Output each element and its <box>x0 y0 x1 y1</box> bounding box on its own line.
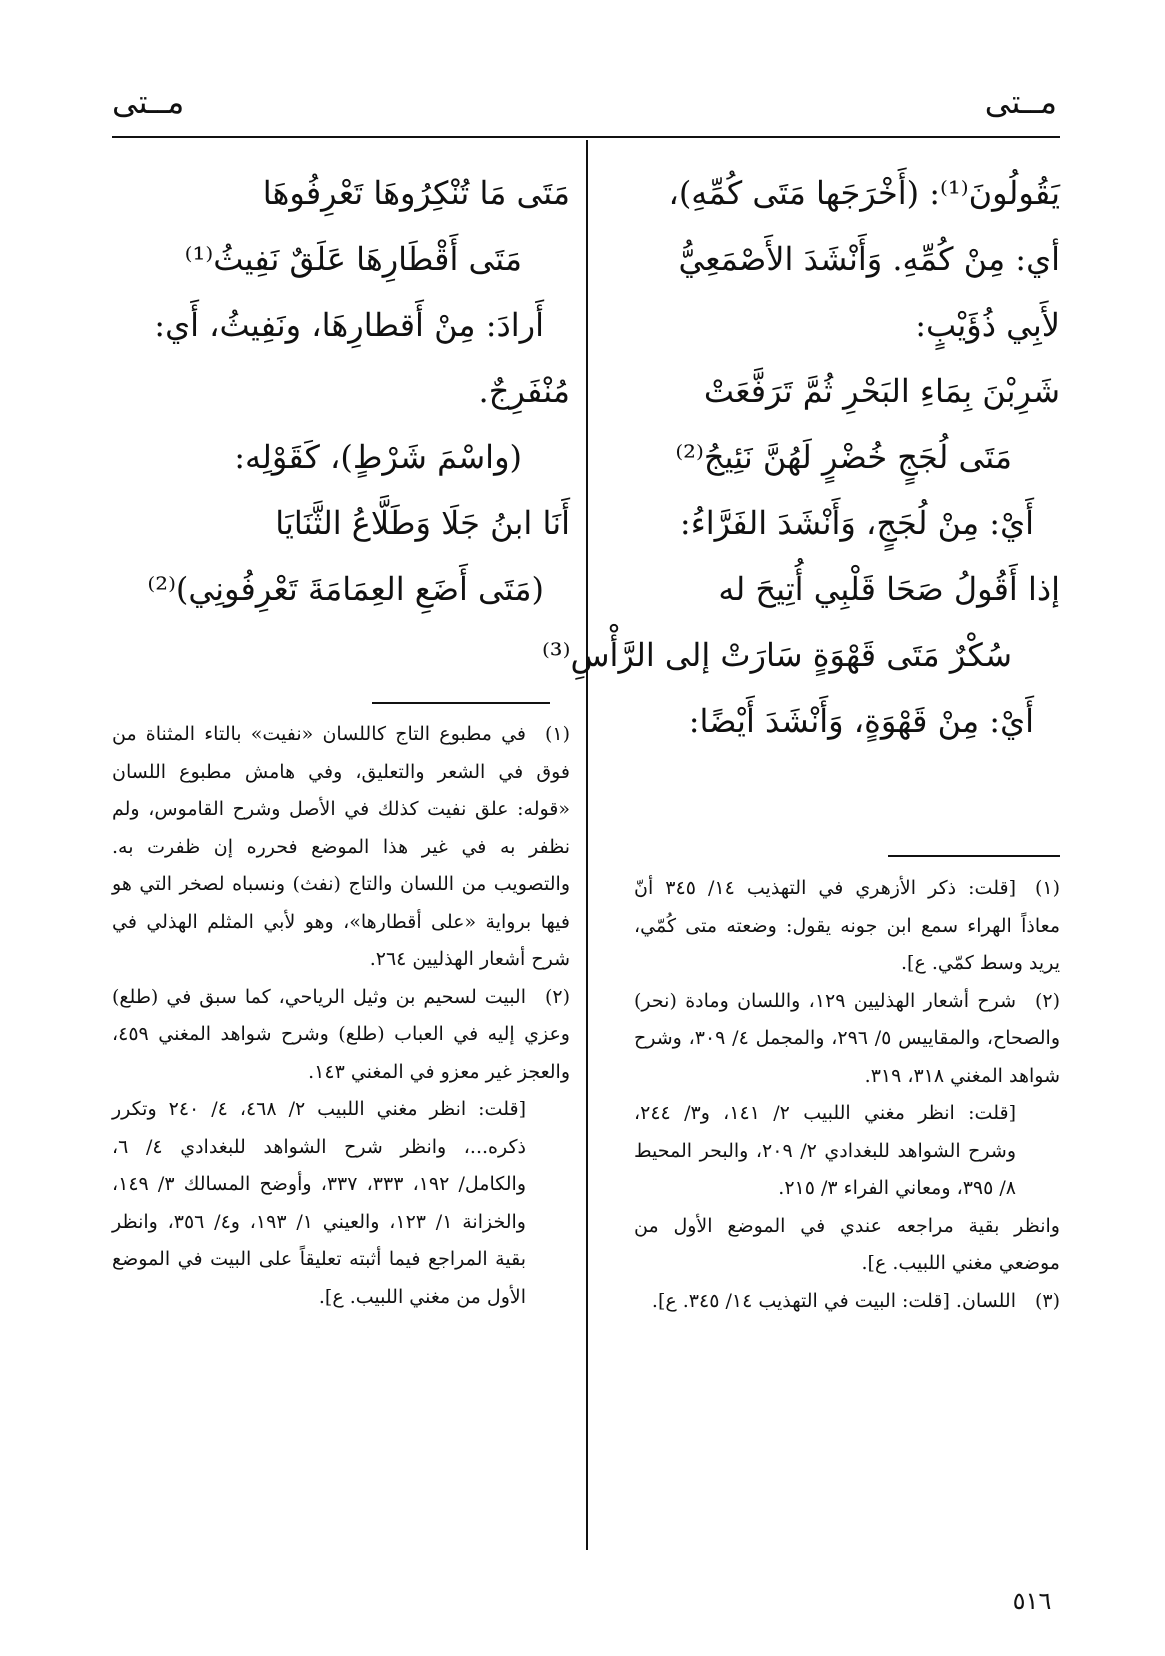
header-rule <box>112 136 1060 138</box>
footnote-number: (١) <box>544 723 570 745</box>
footnote-number: (٢) <box>544 985 570 1008</box>
footnote <box>634 983 1060 1096</box>
verse-line: أَنَا ابنُ جَلَا وَطَلَّاعُ الثَّنَايَا <box>275 504 570 542</box>
footnote-continuation <box>634 1208 1060 1283</box>
left-footnotes <box>112 716 570 1316</box>
verse-line: مَتَى أَقْطَارِهَا عَلَقٌ نَفِيثُ⁽¹⁾ <box>184 240 522 278</box>
text-line: أَيْ: مِنْ لُجَجٍ، وَأَنْشَدَ الفَرَّاءُ: <box>679 504 1034 542</box>
footnote-text: اللسان. [قلت: البيت في التهذيب ١٤/ ٣٤٥. ع]. <box>651 1289 1016 1312</box>
text-line: لأَبِي ذُؤَيْبٍ: <box>915 306 1060 344</box>
verse-line: مَتَى لُجَجٍ خُضْرٍ لَهُنَّ نَئِيجُ⁽²⁾ <box>675 438 1012 476</box>
footnote-continuation <box>112 1091 570 1316</box>
verse-line: (مَتَى أَضَعِ العِمَامَةَ تَعْرِفُونِي)⁽²⁾ <box>147 570 544 608</box>
text-line: مُنْفَرِجٌ. <box>478 372 570 410</box>
footnote-text: البيت لسحيم بن وثيل الرياحي، كما سبق في (طلع) وعزي إليه في العباب (طلع) وشرح شواهد المغني ٤٥٩، والعجز غير معزو في المغني ١٤٣. <box>112 985 570 1083</box>
text-line: يَقُولُونَ⁽¹⁾: (أَخْرَجَها مَتَى كُمِّهِ)، <box>668 174 1060 212</box>
text-line: (واسْمَ شَرْطٍ)، كَقَوْلِه: <box>234 438 522 476</box>
page-number: ٥١٦ <box>1012 1587 1052 1615</box>
footnote-rule-left <box>372 702 550 704</box>
footnote-rule-right <box>888 855 1060 857</box>
footnote-text: شرح أشعار الهذليين ١٢٩، واللسان ومادة (نحر) والصحاح، والمقاييس ٥/ ٢٩٦، والمجمل ٤/ ٣٠٩، وشرح شواهد المغني ٣١٨، ٣١٩. <box>634 989 1060 1087</box>
footnote-number: (١) <box>1034 877 1060 899</box>
verse-line: إذا أَقُولُ صَحَا قَلْبِي أُتِيحَ له <box>718 570 1060 608</box>
footnote-text: [قلت: انظر مغني اللبيب ٢/ ٤٦٨، ٤/ ٢٤٠ وتكرر ذكره...، وانظر شرح الشواهد للبغدادي ٤/ ٦، والكامل/ ١٩٢، ٣٣٣، ٣٣٧، وأوضح المسالك ٣/ ١٤٩، والخزانة ١/ ١٢٣، والعيني ١/ ١٩٣، و٤/ ٣٥٦، وانظر بقية المراجع فيما أثبته تعليقاً على البيت في الموضع الأول من مغني اللبيب. ع]. <box>112 1098 527 1308</box>
running-header-right: مــتى <box>984 83 1057 121</box>
text-line: أَيْ: مِنْ قَهْوَةٍ، وَأَنْشَدَ أَيْضًا: <box>688 702 1034 740</box>
footnote <box>634 870 1060 983</box>
footnote-number: (٣) <box>1034 1289 1060 1312</box>
text-line: أي: مِنْ كُمِّهِ. وَأَنْشَدَ الأَصْمَعِيُّ <box>678 240 1060 278</box>
footnote <box>112 716 570 979</box>
footnote-text: [قلت: ذكر الأزهري في التهذيب ١٤/ ٣٤٥ أنّ معاذاً الهراء سمع ابن جونه يقول: وضعته متى كُمّي، يريد وسط كمّي. ع]. <box>634 877 1060 974</box>
footnote-continuation <box>634 1095 1060 1208</box>
column-divider <box>586 140 588 1550</box>
right-column-text <box>541 160 1060 754</box>
footnote-text: وانظر بقية مراجعه عندي في الموضع الأول من موضعي مغني اللبيب. ع]. <box>634 1214 1060 1274</box>
footnote-text: [قلت: انظر مغني اللبيب ٢/ ١٤١، و٣/ ٢٤٤، وشرح الشواهد للبغدادي ٢/ ٢٠٩، والبحر المحيط ٨/ ٣٩٥، ومعاني الفراء ٣/ ٢١٥. <box>634 1102 1016 1199</box>
verse-line: سُكْرٌ مَتَى قَهْوَةٍ سَارَتْ إلى الرَّأْسِ⁽³⁾ <box>541 636 1012 674</box>
verse-line: مَتَى مَا تُنْكِرُوهَا تَعْرِفُوهَا <box>262 174 570 212</box>
footnote-text: في مطبوع التاج كاللسان «نفيت» بالتاء المثناة من فوق في الشعر والتعليق، وفي هامش مطبوع اللسان «قوله: علق نفيت كذلك في الأصل وشرح القاموس، ولم نظفر به في غير هذا الموضع فحرره إن ظفرت به. والتصويب من اللسان والتاج (نفث) ونسباه لصخر التي هو فيها برواية «على أقطارها»، وهو لأبي المثلم الهذلي في شرح أشعار الهذليين ٢٦٤. <box>112 723 570 970</box>
verse-line: شَرِبْنَ بِمَاءِ البَحْرِ ثُمَّ تَرَفَّعَتْ <box>703 372 1060 410</box>
footnote-number: (٢) <box>1034 989 1060 1012</box>
footnote <box>112 979 570 1092</box>
left-column-text <box>112 160 570 622</box>
right-footnotes <box>634 870 1060 1320</box>
text-line: أَرادَ: مِنْ أَقطارِهَا، ونَفِيثُ، أَي: <box>154 306 544 344</box>
running-header-left: مــتى <box>112 83 185 121</box>
footnote <box>634 1283 1060 1321</box>
